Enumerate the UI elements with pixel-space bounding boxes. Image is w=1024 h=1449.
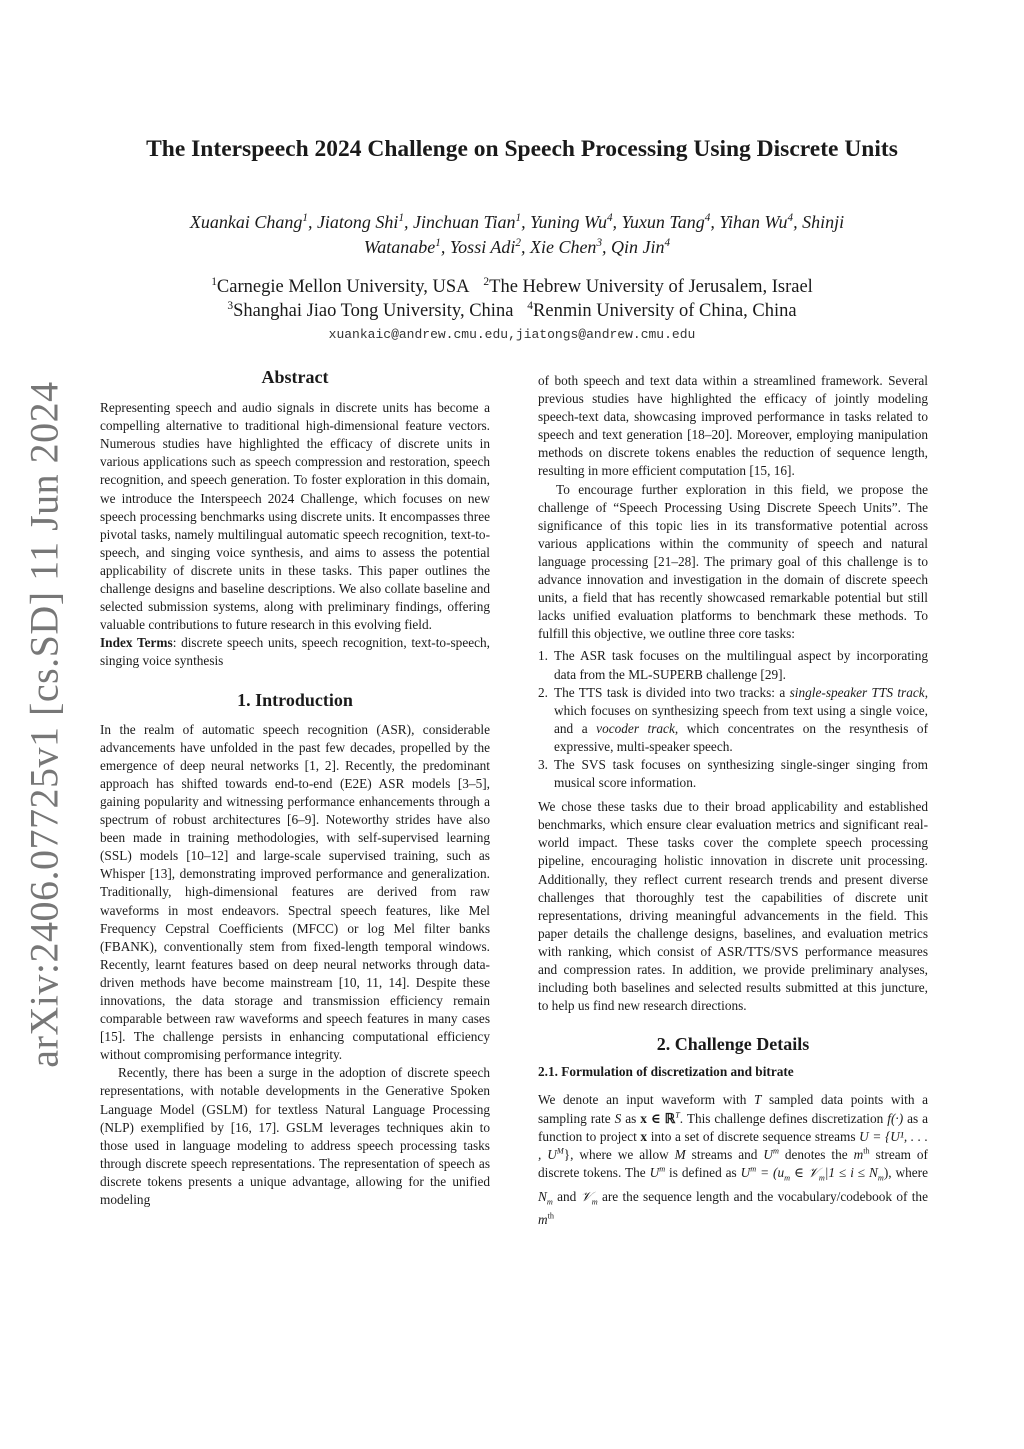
affiliation-line-2 (100, 299, 924, 323)
challenge-details-heading: 2. Challenge Details (656, 1034, 810, 1055)
affiliations (100, 275, 924, 323)
arxiv-stamp (12, 380, 76, 1068)
subsection-2-1-text: We denote an input waveform with T sampled data points with a sampling rate S as x ∈ ℝ$^T$. This challenge defines discretization f(·) as a function to project x into a set of discrete sequence streams U = {U¹, . . . , $U^M$}, where we allow M streams and $U^m$ denotes the $m^{th}$ stream of discrete tokens. The $U^m$ is defined as $U^m = (u_m$ ∈ 𝒱$_m$|1 ≤ $i \le N_m$), where $N_m$ and 𝒱$_m$ are the sequence length and the vocabulary/codebook of the $m^{th}$ (538, 1092, 929, 1228)
index-terms: Index Terms: discrete speech units, speech recognition, text-to-speech, singing voice synthesis (100, 635, 490, 669)
author-list (120, 210, 914, 260)
affiliation: $^2$The Hebrew University of Jerusalem, Israel (483, 275, 813, 297)
intro-paragraph-1: In the realm of automatic speech recognition (ASR), considerable advancements have unfolded in the past few decades, propelled by the emergence of deep neural networks [1, 2]. Recently, the predominant approach has shifted towards end-to-end (E2E) ASR models [3–5], gaining popularity and witnessing performance enhancements through a spectrum of robust architectures [6–9]. Noteworthy strides have also been made in training methodologies, with self-supervised learning (SSL) models [10–12] and large-scale supervised training, such as Whisper [13], demonstrating improved performance and generalization. Traditionally, high-dimensional features are derived from raw waveforms in most endeavors. Spectral speech features, like Mel Frequency Cepstral Coefficients (MFCC) or log Mel filter banks (FBANK), conventionally stem from fixed-length temporal windows. Recently, learnt features based on deep neural networks through data-driven methods have become mainstream [10, 11, 14]. Despite these innovations, the data storage and transmission efficiency remain comparable between raw waveforms and speech features in many cases [15]. The challenge persists in enhancing computational efficiency without compromising performance integrity. (100, 721, 490, 1063)
author-emails: xuankaic@andrew.cmu.edu,jiatongs@andrew.cmu.edu (328, 327, 696, 342)
intro-paragraph-2-continued: of both speech and text data within a streamlined framework. Several previous studies have highlighted the efficacy of jointly modeling speech-text data, showcasing improved performance in tasks related to speech and text generation [18–20]. Moreover, employing manipulation methods on discrete tokens enables the reduction of sequence length, resulting in more efficient computation [15, 16]. (538, 373, 928, 479)
subsection-2-1-heading: 2.1. Formulation of discretization and bitrate (538, 1064, 794, 1080)
abstract-text: Representing speech and audio signals in discrete units has become a compelling alternative to traditional high-dimensional feature vectors. Numerous studies have highlighted the efficacy of discrete units in various applications such as speech compression and restoration, speech recognition, and speech generation. To foster exploration in this domain, we introduce the Interspeech 2024 Challenge, which focuses on new speech processing benchmarks using discrete units. It encompasses three pivotal tasks, namely multilingual automatic speech recognition, text-to-speech, and singing voice synthesis, and aims to assess the potential applicability of discrete units in these tasks. This paper outlines the challenge designs and baseline descriptions. We also collate baseline and selected submission systems, along with preliminary findings, offering valuable contributions to future research in this evolving field. (100, 400, 490, 633)
intro-paragraph-2: Recently, there has been a surge in the adoption of discrete speech representations, with notable developments in the Generative Spoken Language Model (GSLM) for textless Natural Language Processing (NLP) exemplified by [16, 17]. GSLM leverages techniques akin to those used in language modeling to address speech processing tasks through discrete speech representations. The representation of speech as discrete tokens presents a unique advantage, allowing for the unified modeling (100, 1065, 490, 1208)
list-item: 1. The ASR task focuses on the multilingual aspect by incorporating data from the ML-SUPERB challenge [29]. (538, 648, 928, 682)
left-column (100, 368, 490, 1209)
author-line-1 (120, 210, 914, 235)
author: Yuning Wu$^4$, (530, 212, 622, 232)
author: Yossi Adi$^2$, (449, 237, 530, 257)
author: Yuxun Tang$^4$, (621, 212, 720, 232)
author: Shinji (802, 212, 845, 232)
author: Xie Chen$^3$, (529, 237, 612, 257)
author: Jiatong Shi$^1$, (316, 212, 414, 232)
affiliation: $^4$Renmin University of China, China (527, 299, 797, 321)
author: Jinchuan Tian$^1$, (413, 212, 531, 232)
introduction-heading: 1. Introduction (237, 689, 353, 710)
affiliation: $^1$Carnegie Mellon University, USA (211, 275, 470, 297)
author: Yihan Wu$^4$, (719, 212, 803, 232)
right-column (538, 372, 928, 1229)
intro-paragraph-4: We chose these tasks due to their broad applicability and established benchmarks, which ensure clear evaluation metrics and significant real-world impact. These tasks cover the complete speech processing pipeline, encouraging holistic innovation in discrete unit processing. Additionally, they reflect current research trends and present diverse challenges that thoroughly test the capabilities of discrete unit representations, driving meaningful advancements in the field. This paper details the challenge designs, baselines, and evaluation metrics with ranking, which consist of ASR/TTS/SVS performance measures and compression rates. In addition, we provide preliminary analyses, including both baselines and selected results submitted at this juncture, to help us find new research directions. (538, 799, 928, 1014)
abstract-heading: Abstract (261, 367, 329, 387)
author: Qin Jin$^4$ (611, 237, 671, 257)
affiliation: $^3$Shanghai Jiao Tong University, China (227, 299, 514, 321)
affiliation-line-1 (100, 275, 924, 299)
author: Xuankai Chang$^1$, (189, 212, 317, 232)
list-item: 2. The TTS task is divided into two tracks: a single-speaker TTS track, which focuses on synthesizing speech from text using a single voice, and a vocoder track, which concentrates on the resynthesis of expressive, multi-speaker speech. (538, 684, 929, 754)
list-item: 3. The SVS task focuses on synthesizing single-singer singing from musical score information. (538, 756, 928, 791)
paper-title: The Interspeech 2024 Challenge on Speech Processing Using Discrete Units (146, 136, 898, 162)
intro-paragraph-3: To encourage further exploration in this field, we propose the challenge of “Speech Processing Using Discrete Speech Units”. The significance of this topic lies in its transformative potential across various applications within the community of speech and natural language processing [21–28]. The primary goal of this challenge is to advance innovation and investigation in the domain of discrete speech units, a field that has recently showcased remarkable potential but still lacks unified evaluation platforms to benchmark these methods. To fulfill this objective, we outline three core tasks: (538, 481, 928, 642)
author-line-2 (120, 235, 914, 260)
core-task-list (538, 647, 928, 792)
arxiv-id: arXiv:2406.07725v1 [cs.SD] 11 Jun 2024 (21, 380, 67, 1068)
author: Watanabe$^1$, (363, 237, 450, 257)
